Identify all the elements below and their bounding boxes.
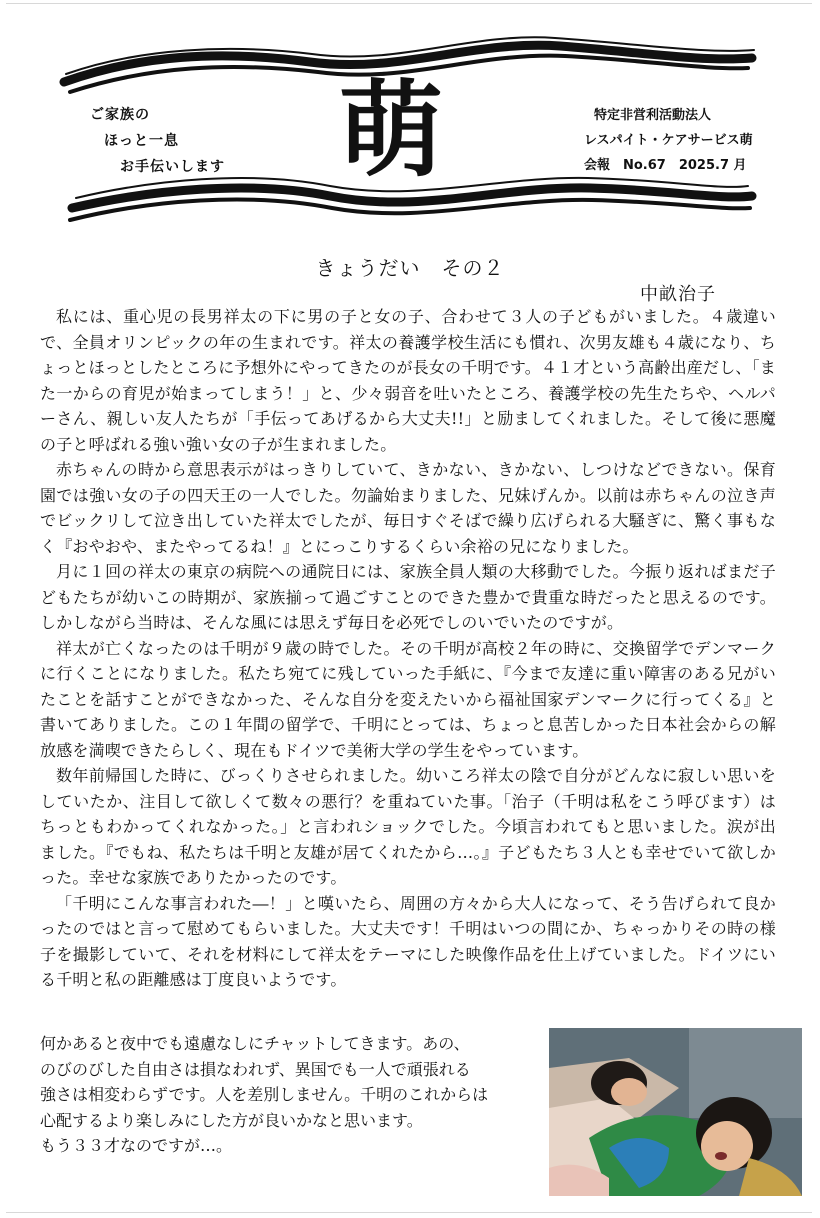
slogan-line-3: お手伝いします (120, 159, 225, 175)
article-body (40, 304, 776, 993)
closing-line: 心配するより楽しみにした方が良いかなと思います。 (40, 1110, 423, 1130)
organization-type: 特定非営利活動法人 (594, 108, 712, 123)
slogan-line-1: ご家族の (90, 107, 150, 123)
closing-line: 強さは相変わらずです。人を差別しません。千明のこれからは (40, 1085, 489, 1104)
paragraph: 祥太が亡くなったのは千明が９歳の時でした。その千明が高校２年の時に、交換留学でデンマークに行くことになりました。私たち宛てに残していった手紙に、『今まで友達に重い障害のある兄がいたことを話すことができなかった、そんな自分を変えたいから福祉国家デンマークに行ってくる』と書いてありました。この１年間の留学で、千明にとっては、ちょっと息苦しかった日本社会からの解放感を満喫できたらしく、現在もドイツで美術大学の学生をやっています。 (40, 638, 776, 760)
paragraph: 「千明にこんな事言われた―！」と嘆いたら、周囲の方々から大人になって、そう告げられて良かったのではと言って慰めてもらいました。大丈夫です！千明はいつの間にか、ちゃっかりその時の様子を撮影していて、それを材料にして祥太をテーマにした映像作品を仕上げていました。ドイツにいる千明と私の距離感は丁度良いようです。 (40, 893, 776, 989)
paragraph: 数年前帰国した時に、びっくりさせられました。幼いころ祥太の陰で自分がどんなに寂しい思いをしていたか、注目して欲しくて数々の悪行？を重ねていた事。「治子（千明は私をこう呼びます）はちっともわかってくれなかった。」と言われショックでした。今頃言われてもと思いました。涙が出ました。『でもね、私たちは千明と友雄が居てくれたから…。』子どもたち３人とも幸せでいて欲しかった。幸せな家族でありたかったのです。 (40, 766, 776, 887)
logo-moe: 萌 (338, 69, 441, 191)
closing-line: 何かあると夜中でも遠慮なしにチャットしてきます。あの、 (40, 1034, 470, 1053)
closing-line: もう３３才なのですが…。 (40, 1136, 233, 1155)
closing-line: のびのびした自由さは損なわれず、異国でも一人で頑張れる (40, 1059, 471, 1079)
children-photo (549, 1028, 802, 1196)
slogan-line-2: ほっと一息 (104, 133, 179, 149)
closing-lines (40, 1031, 540, 1159)
paragraph: 私には、重心児の長男祥太の下に男の子と女の子、合わせて３人の子どもがいました。４歳違いで、全員オリンピックの年の生まれです。祥太の養護学校生活にも慣れ、次男友雄も４歳になり、ちょっとほっとしたところに予想外にやってきたのが長女の千明です。４１才という高齢出産だし、「また一からの育児が始まってしまう！」と、少々弱音を吐いたところ、養護学校の先生たちや、ヘルパーさん、親しい友人たちが「手伝ってあげるから大丈夫!!」と励ましてくれました。そして後に悪魔の子と呼ばれる強い強い女の子が生まれました。 (40, 307, 776, 454)
article-title: きょうだい その２ (315, 256, 505, 280)
issue-info: 会報 No.67 2025.7 月 (584, 158, 747, 173)
paragraph: 赤ちゃんの時から意思表示がはっきりしていて、きかない、きかない、しつけなどできない。保育園では強い女の子の四天王の一人でした。勿論始まりました、兄妹げんか。以前は赤ちゃんの泣き声でビックリして泣き出していた祥太でしたが、毎日すぐそばで繰り広げられる大騒ぎに、驚く事もなく『おやおや、またやってるね！』とにっこりするくらい余裕の兄になりました。 (40, 460, 776, 556)
masthead (0, 0, 820, 250)
organization-name: レスパイト・ケアサービス萌 (584, 133, 753, 148)
paragraph: 月に１回の祥太の東京の病院への通院日には、家族全員人類の大移動でした。今振り返ればまだ子どもたちが幼いこの時期が、家族揃って過ごすことのできた豊かで貴重な時だったと思えるのです。しかしながら当時は、そんな風には思えず毎日を必死でしのいでいたのですが。 (40, 562, 776, 632)
article-author: 中畝治子 (640, 284, 716, 305)
